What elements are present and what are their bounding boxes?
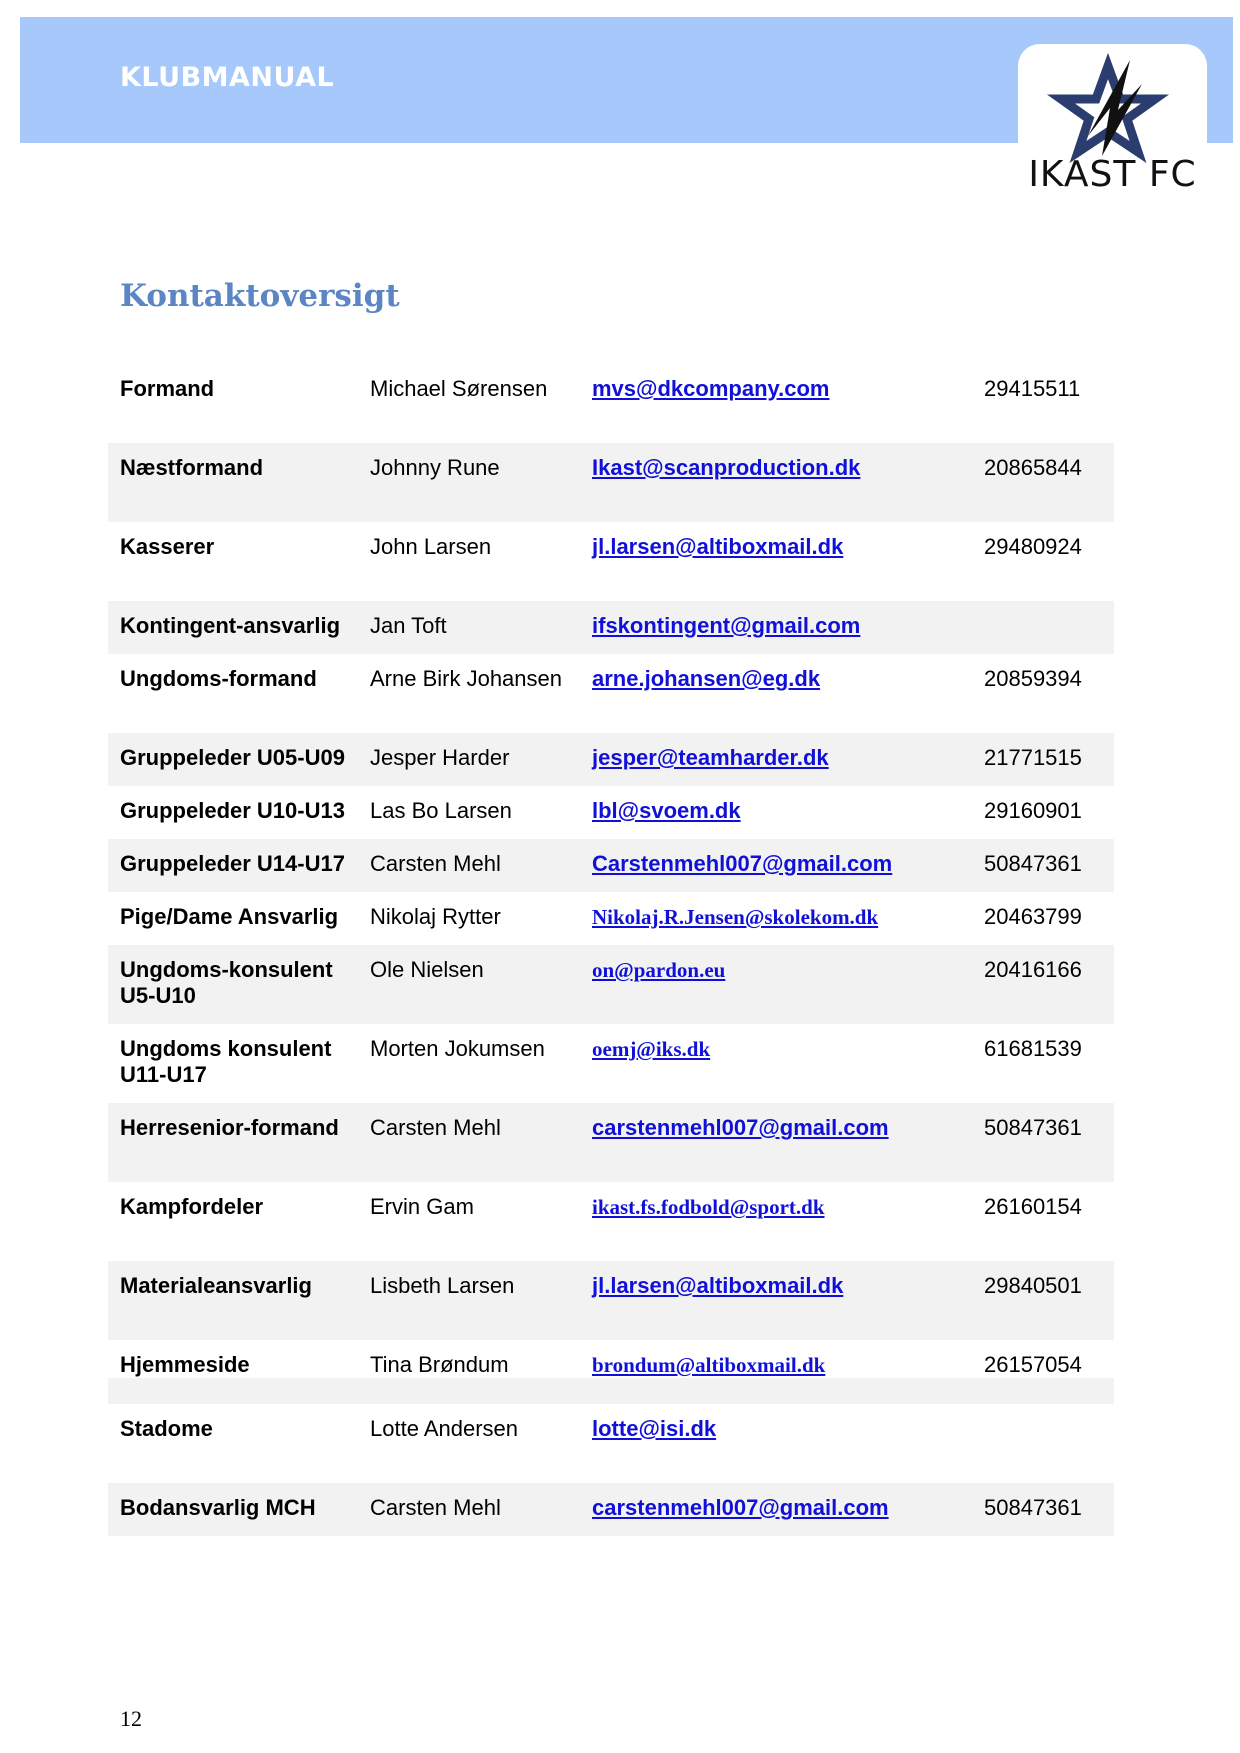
phone-cell: 20416166 — [984, 945, 1114, 1024]
email-link[interactable]: ikast.fs.fodbold@sport.dk — [592, 1195, 825, 1219]
page-number: 12 — [120, 1706, 142, 1731]
email-cell — [592, 839, 984, 892]
email-cell — [592, 522, 984, 601]
role-cell: Gruppeleder U05-U09 — [108, 733, 358, 786]
name-cell: John Larsen — [370, 534, 492, 559]
name-cell: Tina Brøndum — [370, 1352, 509, 1377]
email-link[interactable]: jesper@teamharder.dk — [592, 745, 829, 770]
phone-cell: 26160154 — [984, 1194, 1082, 1219]
email-cell — [592, 1261, 984, 1340]
name-cell: Lisbeth Larsen — [358, 1261, 592, 1340]
email-link[interactable]: Nikolaj.R.Jensen@skolekom.dk — [592, 905, 879, 929]
name-cell: Ervin Gam — [370, 1194, 474, 1219]
role-cell: Gruppeleder U10-U13 — [120, 798, 345, 823]
contact-table — [108, 364, 1114, 1536]
table-row — [108, 1182, 1114, 1261]
role-cell: Gruppeleder U14-U17 — [108, 839, 358, 892]
table-row — [108, 786, 1114, 839]
table-row — [108, 654, 1114, 733]
table-row — [108, 1340, 1114, 1378]
email-link[interactable]: Ikast@scanproduction.dk — [592, 455, 861, 480]
role-cell: Herresenior-formand — [108, 1103, 358, 1182]
phone-cell: 29840501 — [984, 1261, 1114, 1340]
email-link[interactable]: on@pardon.eu — [592, 958, 726, 982]
table-row — [108, 1103, 1114, 1182]
email-link[interactable]: jl.larsen@altiboxmail.dk — [592, 1273, 844, 1298]
email-cell — [592, 1340, 984, 1378]
email-link[interactable]: ifskontingent@gmail.com — [592, 613, 861, 638]
phone-cell — [984, 1404, 1114, 1483]
role-cell: Ungdoms-konsulent U5-U10 — [108, 945, 358, 1024]
email-cell — [592, 1103, 984, 1182]
email-link[interactable]: oemj@iks.dk — [592, 1037, 711, 1061]
role-cell: Ungdoms-formand — [120, 666, 317, 691]
table-row — [108, 1024, 1114, 1103]
table-row — [108, 443, 1114, 522]
table-row — [108, 1261, 1114, 1340]
phone-cell: 26157054 — [984, 1352, 1082, 1377]
phone-cell: 29415511 — [984, 376, 1081, 401]
table-row — [108, 522, 1114, 601]
phone-cell: 29480924 — [984, 534, 1082, 559]
table-row — [108, 1483, 1114, 1536]
name-cell: Jesper Harder — [358, 733, 592, 786]
email-link[interactable]: lotte@isi.dk — [592, 1416, 717, 1441]
name-cell: Carsten Mehl — [358, 1483, 592, 1536]
name-cell: Ole Nielsen — [358, 945, 592, 1024]
phone-cell: 21771515 — [984, 733, 1114, 786]
email-link[interactable]: jl.larsen@altiboxmail.dk — [592, 534, 844, 559]
table-row — [108, 945, 1114, 1024]
name-cell: Johnny Rune — [358, 443, 592, 522]
name-cell: Carsten Mehl — [358, 839, 592, 892]
email-cell — [592, 945, 984, 1024]
club-logo — [1018, 44, 1207, 208]
role-cell: Stadome — [120, 1416, 213, 1441]
email-cell — [592, 1024, 984, 1103]
role-cell: Næstformand — [108, 443, 358, 522]
phone-cell — [984, 601, 1114, 654]
table-row — [108, 601, 1114, 654]
email-cell — [592, 443, 984, 522]
table-row — [108, 839, 1114, 892]
role-cell: Hjemmeside — [120, 1352, 250, 1377]
role-cell: Kampfordeler — [120, 1194, 264, 1219]
email-link[interactable]: lbl@svoem.dk — [592, 798, 741, 823]
email-cell — [592, 786, 984, 839]
role-cell: Kontingent-ansvarlig — [108, 601, 358, 654]
name-cell: Morten Jokumsen — [370, 1036, 545, 1061]
email-link[interactable]: Carstenmehl007@gmail.com — [592, 851, 893, 876]
email-link[interactable]: mvs@dkcompany.com — [592, 376, 830, 401]
table-row — [108, 364, 1114, 443]
name-cell: Las Bo Larsen — [370, 798, 512, 823]
table-row — [108, 1404, 1114, 1483]
email-link[interactable]: brondum@altiboxmail.dk — [592, 1353, 826, 1377]
phone-cell: 61681539 — [984, 1036, 1082, 1061]
header-title: KLUBMANUAL — [120, 62, 335, 93]
role-cell: Kasserer — [120, 534, 215, 559]
email-cell — [592, 733, 984, 786]
phone-cell: 50847361 — [984, 1103, 1114, 1182]
name-cell: Carsten Mehl — [358, 1103, 592, 1182]
role-cell: Materialeansvarlig — [108, 1261, 358, 1340]
role-cell: Bodansvarlig MCH — [108, 1483, 358, 1536]
email-cell — [592, 1182, 984, 1261]
email-cell — [592, 1404, 984, 1483]
name-cell: Arne Birk Johansen — [370, 666, 562, 691]
email-cell — [592, 892, 984, 945]
email-link[interactable]: arne.johansen@eg.dk — [592, 666, 821, 691]
email-cell — [592, 364, 984, 443]
page-heading: Kontaktoversigt — [120, 278, 400, 314]
phone-cell: 20865844 — [984, 443, 1114, 522]
phone-cell: 20463799 — [984, 904, 1082, 929]
table-row-spacer — [108, 1378, 1114, 1404]
role-cell: Ungdoms konsulent U11-U17 — [120, 1036, 332, 1087]
phone-cell: 20859394 — [984, 666, 1082, 691]
phone-cell: 50847361 — [984, 839, 1114, 892]
table-row — [108, 733, 1114, 786]
email-cell — [592, 1483, 984, 1536]
role-cell: Formand — [120, 376, 215, 401]
email-link[interactable]: carstenmehl007@gmail.com — [592, 1495, 889, 1520]
role-cell: Pige/Dame Ansvarlig — [120, 904, 339, 929]
name-cell: Michael Sørensen — [370, 376, 548, 401]
logo-wordmark: IKAST FC — [1028, 154, 1197, 195]
star-logo-icon — [1018, 44, 1207, 164]
phone-cell: 50847361 — [984, 1483, 1114, 1536]
email-cell — [592, 601, 984, 654]
table-row — [108, 892, 1114, 945]
email-link[interactable]: carstenmehl007@gmail.com — [592, 1115, 889, 1140]
name-cell: Jan Toft — [358, 601, 592, 654]
phone-cell: 29160901 — [984, 798, 1082, 823]
name-cell: Lotte Andersen — [370, 1416, 519, 1441]
email-cell — [592, 654, 984, 733]
name-cell: Nikolaj Rytter — [370, 904, 501, 929]
